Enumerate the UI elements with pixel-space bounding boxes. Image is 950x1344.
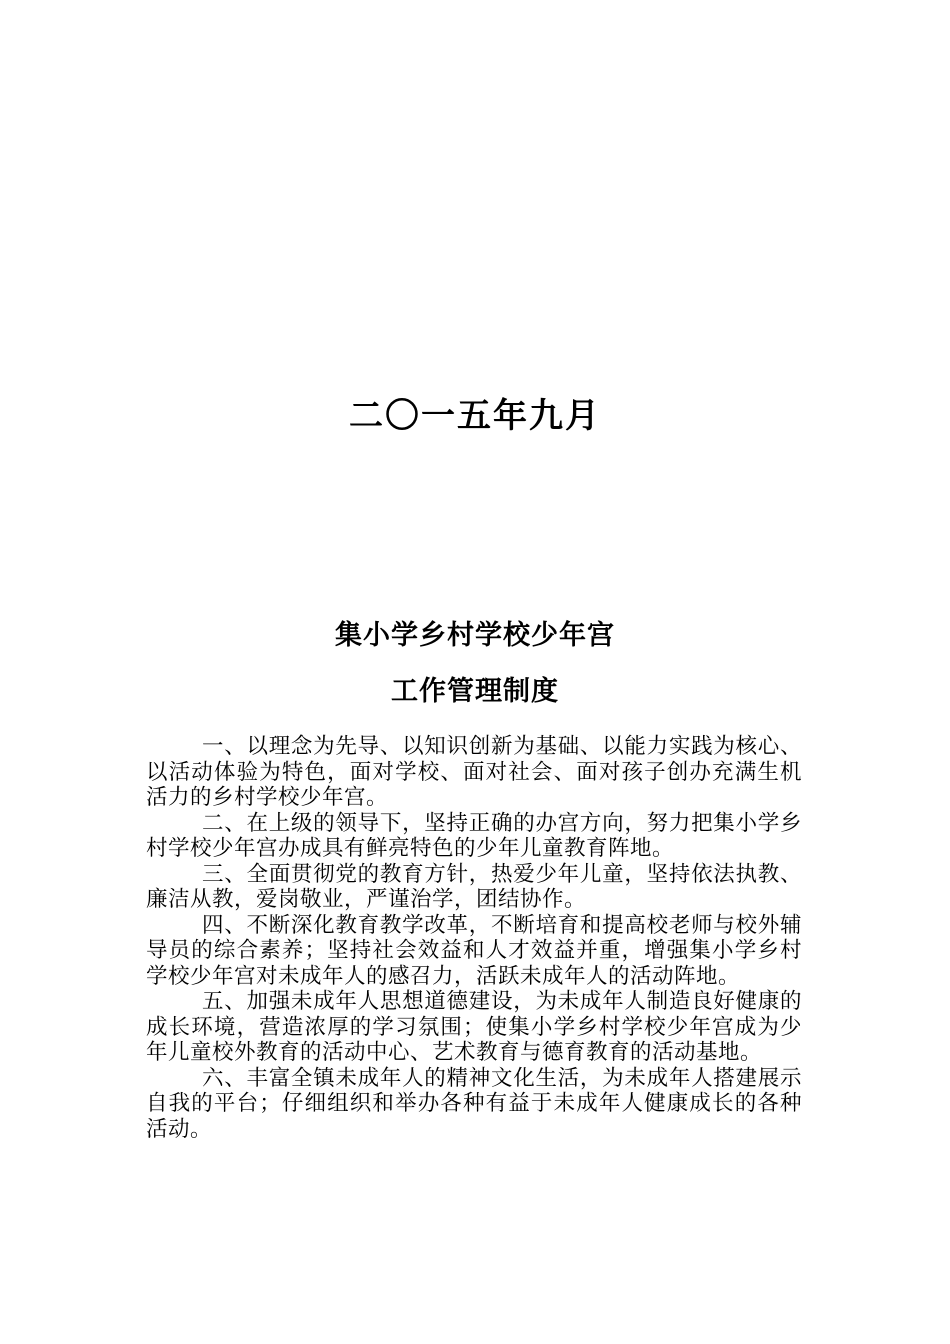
paragraph-4: 四、不断深化教育教学改革，不断培育和提高校老师与校外辅导员的综合素养；坚持社会效益和人才效益并重，增强集小学乡村学校少年宫对未成年人的感召力，活跃未成年人的活动阵地。 <box>146 912 802 989</box>
paragraph-2: 二、在上级的领导下，坚持正确的办宫方向，努力把集小学乡村学校少年宫办成具有鲜亮特色的少年儿童教育阵地。 <box>146 810 802 861</box>
title-line-1: 集小学乡村学校少年宫 <box>335 620 615 651</box>
paragraph-5: 五、加强未成年人思想道德建设，为未成年人制造良好健康的成长环境，营造浓厚的学习氛围；使集小学乡村学校少年宫成为少年儿童校外教育的活动中心、艺术教育与德育教育的活动基地。 <box>146 989 802 1065</box>
paragraph-1: 一、以理念为先导、以知识创新为基础、以能力实践为核心、以活动体验为特色，面对学校、面对社会、面对孩子创办充满生机活力的乡村学校少年宫。 <box>146 734 802 810</box>
paragraph-3: 三、全面贯彻党的教育方针，热爱少年儿童，坚持依法执教、廉洁从教，爱岗敬业，严谨治学，团结协作。 <box>146 861 802 912</box>
paragraph-6: 六、丰富全镇未成年人的精神文化生活，为未成年人搭建展示自我的平台；仔细组织和举办各种有益于未成年人健康成长的各种活动。 <box>146 1065 802 1142</box>
title-line-2: 工作管理制度 <box>391 676 559 707</box>
document-date: 二〇一五年九月 <box>349 396 601 436</box>
document-title <box>0 612 950 724</box>
document-body <box>146 734 802 1142</box>
